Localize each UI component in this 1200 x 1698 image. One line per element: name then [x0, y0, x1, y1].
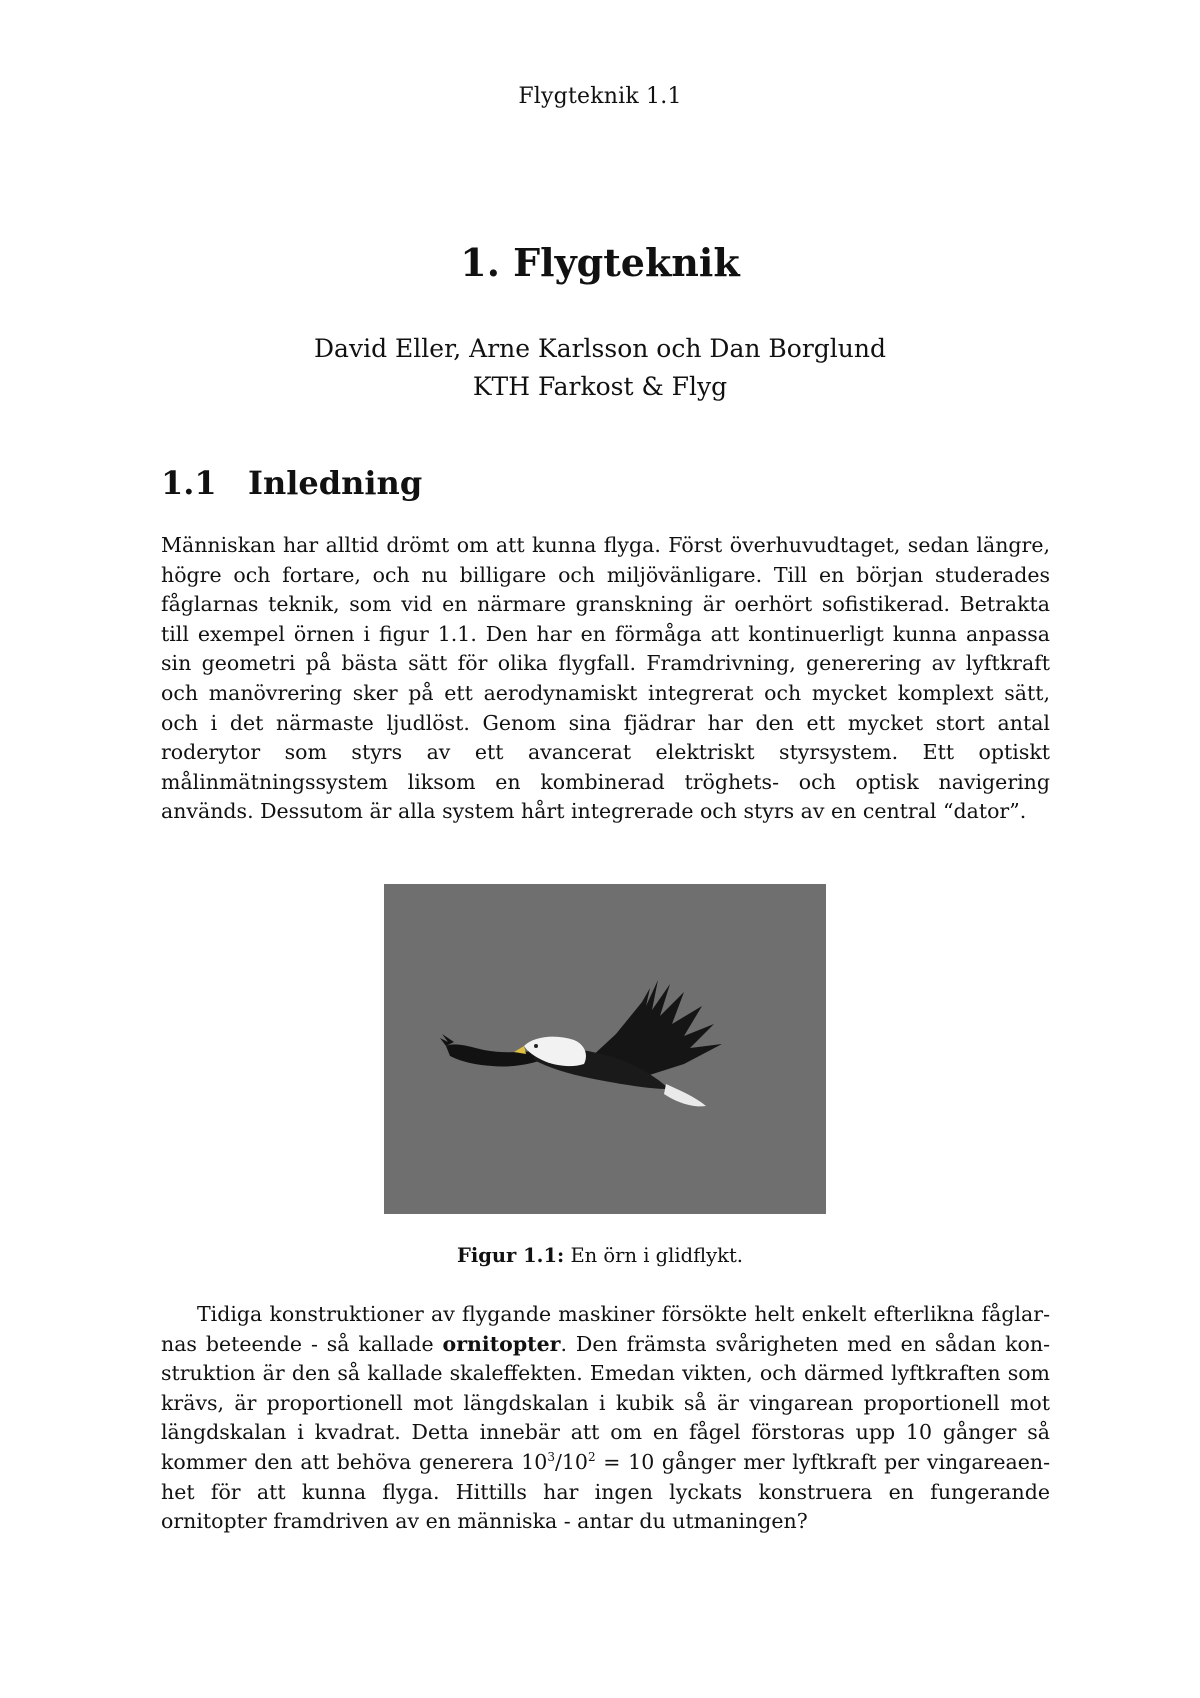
- paragraph2-part3: = 10 gånger mer lyftkraft per vingareaenhet för att kunna flyga. Hittills har ingen lyckats konstruera en fungerande ornitopter framdriven av en människa - antar du utmaningen?: [161, 1449, 1050, 1534]
- intro-paragraph: Människan har alltid drömt om att kunna flyga. Först överhuvudtaget, sedan längre, högre och fortare, och nu billigare och miljövänligare. Till en början studerades fåglarnas teknik, som vid en närmare granskning är oerhört sofistikerad. Betrakta till exempel örnen i figur 1.1. Den har en förmåga att kontinuerligt kunna anpassa sin geometri på bästa sätt för olika flygfall. Framdrivning, generering av lyftkraft och manövrering sker på ett aerodynamiskt integrerat och mycket komplext sätt, och i det närmaste ljudlöst. Genom sina fjädrar har den ett mycket stort antal roderytor som styrs av ett avancerat elektriskt styrsystem. Ett optiskt målinmätningssystem liksom en kombinerad tröghets- och optisk navigering används. Dessutom är alla system hårt integrerade och styrs av en central “dator”.: [161, 533, 1050, 824]
- figure-label: Figur 1.1:: [456, 1244, 565, 1267]
- exponent-3: 3: [547, 1450, 555, 1465]
- paragraph2-part2: . Den främsta svårigheten med en sådan konstruktion är den så kallade skaleffekten. Emedan vikten, och därmed lyftkraften som krävs, är proportionell mot längdskalan i kubik så är vingarean proportionell mot längdskalan i kvadrat. Detta innebär att om en fågel förstoras upp 10 gånger så kommer den att behöva generera 10: [161, 1331, 1050, 1474]
- author-block: [0, 330, 1200, 406]
- exponent-2: 2: [587, 1450, 596, 1465]
- chapter-title: 1. Flygteknik: [460, 240, 740, 285]
- running-header: Flygteknik 1.1: [518, 84, 682, 109]
- fraction-slash: /10: [554, 1449, 588, 1474]
- section-title: Inledning: [248, 464, 423, 502]
- affiliation-line: KTH Farkost & Flyg: [472, 372, 728, 401]
- body-paragraph: [161, 1300, 1050, 1537]
- eagle-figure: [384, 884, 826, 1214]
- eagle-image: [384, 884, 826, 1214]
- paragraph2-part1: Tidiga konstruktioner av flygande maskiner försökte helt enkelt efterlikna fåglarnas beteende - så kallade: [161, 1302, 1050, 1356]
- figure-caption-text: En örn i glidflykt.: [570, 1244, 743, 1267]
- section-heading: [161, 464, 422, 502]
- authors-line: David Eller, Arne Karlsson och Dan Borglund: [314, 334, 886, 363]
- section-number: 1.1: [161, 464, 217, 502]
- figure-caption: [0, 1244, 1200, 1267]
- ornitopter-term: ornitopter: [442, 1331, 561, 1356]
